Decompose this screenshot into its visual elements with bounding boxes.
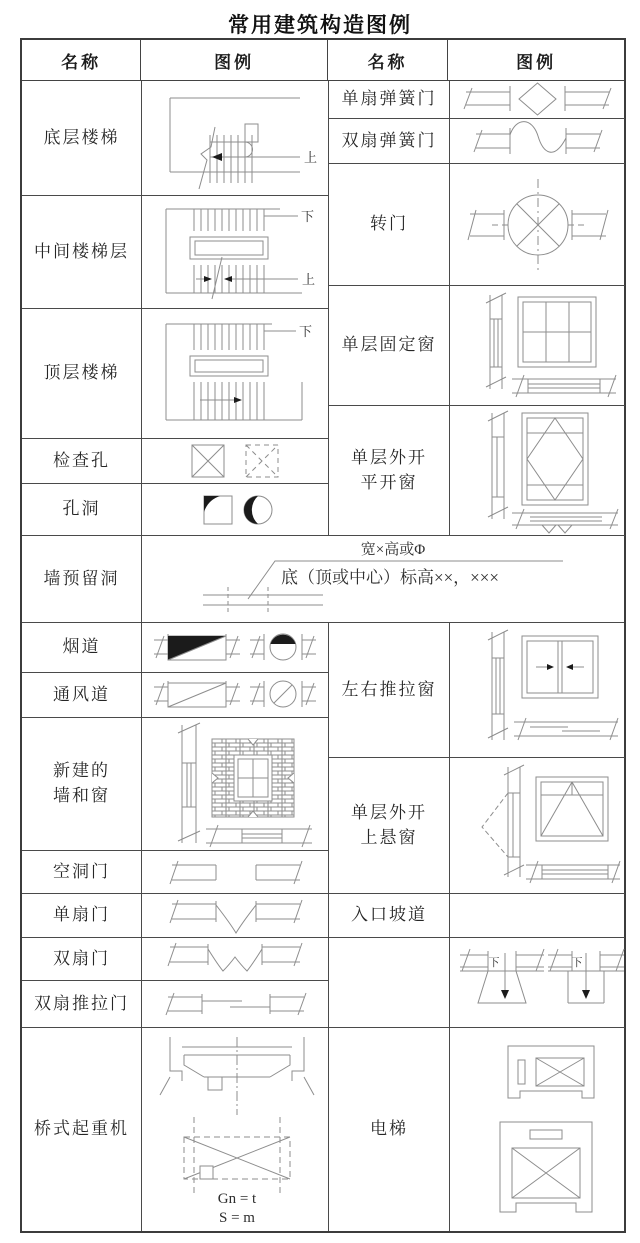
entrance-ramp-diagram <box>450 939 625 1027</box>
revolving-door-diagram <box>450 165 625 285</box>
table-row <box>22 673 329 718</box>
casement-window-diagram <box>450 407 625 535</box>
table-row <box>22 938 329 981</box>
legend-cell <box>450 1028 625 1231</box>
row-name-elevator: 电梯 <box>329 1028 450 1231</box>
crane-span-label: S = m <box>219 1210 255 1226</box>
legend-cell <box>450 119 625 163</box>
hole-elevation-label: 底（顶或中心）标高××，××× <box>281 568 499 587</box>
down-label: 下 <box>299 323 313 339</box>
row-name-line1: 新建的 <box>53 761 110 781</box>
empty-opening-door-diagram <box>142 852 328 892</box>
double-spring-door-diagram <box>450 119 625 163</box>
down-label: 下 <box>488 956 500 969</box>
top-floor-stair-diagram <box>142 310 328 438</box>
down-label: 下 <box>571 956 583 969</box>
elevator-diagram <box>450 1030 625 1230</box>
row-name-single-leaf-door: 单扇门 <box>22 894 142 937</box>
row-name-double-leaf-door: 双扇门 <box>22 938 142 980</box>
table-row <box>329 758 625 894</box>
hole-size-label: 宽×高或Φ <box>360 542 426 558</box>
legend-cell <box>142 196 329 308</box>
table-row <box>329 406 625 536</box>
single-spring-door-diagram <box>450 81 625 118</box>
sliding-window-diagram <box>450 624 625 757</box>
legend-cell <box>142 81 329 195</box>
table-row <box>22 439 329 484</box>
row-name-wall-reserved-hole: 墙预留洞 <box>22 536 142 622</box>
legend-cell <box>142 484 329 535</box>
legend-cell <box>142 851 329 893</box>
up-label: 上 <box>302 271 316 287</box>
legend-cell <box>450 286 625 405</box>
table-row <box>22 981 329 1028</box>
row-name-hole: 孔洞 <box>22 484 142 535</box>
table-row <box>329 286 625 406</box>
row-name-line2: 上悬窗 <box>360 827 418 847</box>
table-row <box>22 894 329 938</box>
bottom-floor-stair-diagram <box>142 82 328 195</box>
legend-cell <box>142 894 329 937</box>
row-name-single-spring-door: 单扇弹簧门 <box>329 81 450 118</box>
table-row <box>329 1028 625 1231</box>
table-row <box>329 119 625 164</box>
lower-left-half <box>22 623 329 1231</box>
legend-cell <box>450 164 625 285</box>
header-legend-right: 图例 <box>516 52 557 72</box>
row-name-bottom-floor-stair: 底层楼梯 <box>22 81 142 195</box>
table-row <box>22 1028 329 1231</box>
top-hung-window-diagram <box>450 759 625 893</box>
inspection-hole-diagram <box>142 440 328 482</box>
row-name-new-wall-window <box>22 718 142 850</box>
row-name-top-hung-window <box>329 758 450 893</box>
row-name-bridge-crane: 桥式起重机 <box>22 1028 142 1231</box>
smoke-flue-diagram <box>142 628 328 668</box>
double-leaf-door-diagram <box>142 939 328 980</box>
header-name-left: 名称 <box>22 40 141 80</box>
row-name-inspection-hole: 检查孔 <box>22 439 142 483</box>
table-row <box>329 938 625 1028</box>
table-lower-section <box>22 623 624 1231</box>
middle-stair-diagram <box>142 197 328 308</box>
row-name-line2: 墙和窗 <box>53 786 110 805</box>
table-row <box>22 484 329 536</box>
row-name-entrance-ramp: 入口坡道 <box>329 894 450 937</box>
row-name-empty-opening-door: 空洞门 <box>22 851 142 893</box>
lower-right-half <box>329 623 625 1231</box>
row-name-line2: 平开窗 <box>360 472 418 492</box>
header-legend-left: 图例 <box>141 40 328 80</box>
row-name-casement-window <box>329 406 450 535</box>
crane-capacity-label: Gn = t <box>217 1191 257 1207</box>
row-name-empty <box>329 938 450 1027</box>
page-title: 常用建筑构造图例 <box>228 13 412 37</box>
wall-reserved-hole-diagram <box>143 537 623 621</box>
table-header-row <box>22 40 624 81</box>
legend-cell <box>142 981 329 1027</box>
table-upper-section <box>22 81 624 536</box>
bridge-crane-diagram <box>142 1029 328 1230</box>
legend-cell <box>450 406 625 535</box>
row-name-double-spring-door: 双扇弹簧门 <box>329 119 450 163</box>
table-row <box>22 196 329 309</box>
row-name-middle-stair: 中间楼梯层 <box>22 196 142 308</box>
row-name-line1: 单层外开 <box>351 802 427 822</box>
table-row <box>329 81 625 119</box>
table-row <box>329 894 625 938</box>
legend-cell <box>142 938 329 980</box>
legend-cell <box>142 1028 329 1231</box>
table-row <box>329 164 625 286</box>
row-name-vent-duct: 通风道 <box>22 673 142 717</box>
legend-cell <box>142 536 624 622</box>
double-sliding-door-diagram <box>142 982 328 1026</box>
row-name-double-sliding-door: 双扇推拉门 <box>22 981 142 1027</box>
table-row <box>22 718 329 851</box>
table-row <box>22 623 329 673</box>
legend-cell <box>142 439 329 483</box>
legend-cell <box>142 718 329 850</box>
legend-cell <box>450 81 625 118</box>
legend-cell <box>450 758 625 893</box>
new-wall-window-diagram <box>142 719 328 850</box>
row-name-fixed-window: 单层固定窗 <box>329 286 450 405</box>
single-leaf-door-diagram <box>142 895 328 937</box>
row-name-smoke-flue: 烟道 <box>22 623 142 672</box>
legend-cell <box>142 673 329 717</box>
upper-right-half <box>329 81 625 536</box>
row-name-top-floor-stair: 顶层楼梯 <box>22 309 142 438</box>
row-name-revolving-door: 转门 <box>329 164 450 285</box>
wall-reserved-hole-row <box>22 536 624 623</box>
vent-duct-diagram <box>142 675 328 715</box>
header-name-right: 名称 <box>328 40 448 80</box>
hole-diagram <box>142 486 328 534</box>
up-label: 上 <box>304 149 318 165</box>
down-label: 下 <box>301 208 315 224</box>
legend-cell-empty <box>450 894 625 937</box>
row-name-sliding-window: 左右推拉窗 <box>329 623 450 757</box>
upper-left-half <box>22 81 329 536</box>
table-row <box>22 81 329 196</box>
fixed-window-diagram <box>450 287 625 405</box>
legend-cell <box>142 309 329 438</box>
legend-table <box>20 38 626 1233</box>
table-row <box>329 623 625 758</box>
legend-cell <box>142 623 329 672</box>
legend-cell <box>450 623 625 757</box>
legend-cell <box>450 938 625 1027</box>
table-row <box>22 309 329 439</box>
row-name-line1: 单层外开 <box>351 447 427 467</box>
table-row <box>22 851 329 894</box>
